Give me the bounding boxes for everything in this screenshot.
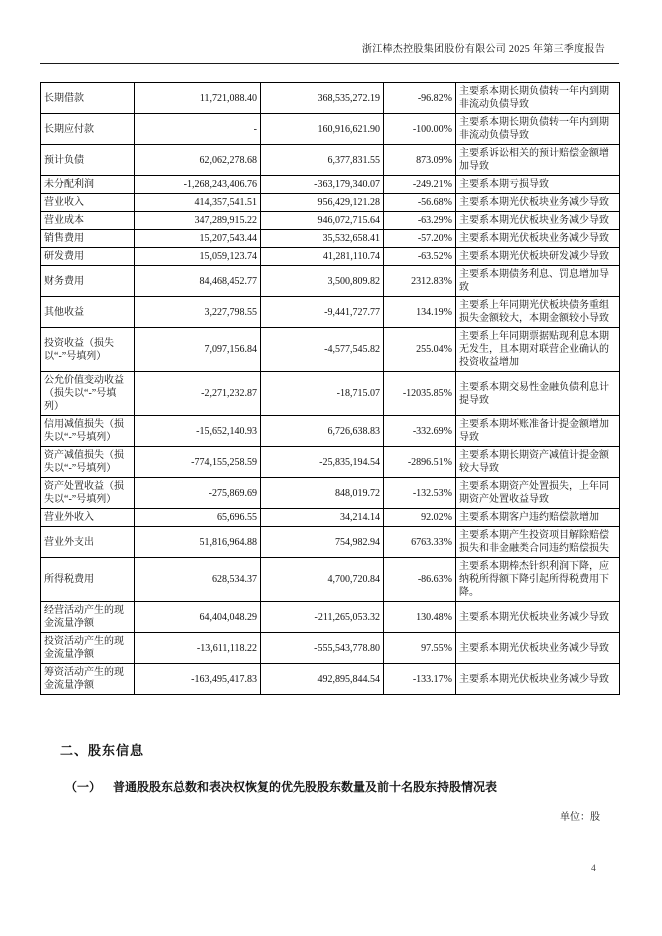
cell-reason: 主要系上年同期票据贴现利息本期无发生，且本期对联营企业确认的投资收益增加 [456,328,620,372]
table-row [41,212,620,230]
cell-prior: 4,700,720.84 [261,558,384,602]
cell-reason: 主要系本期长期负债转一年内到期非流动负债导致 [456,114,620,145]
cell-change: -86.63% [384,558,456,602]
cell-prior: -4,577,545.82 [261,328,384,372]
table-row [41,478,620,509]
cell-item: 其他收益 [41,297,135,328]
cell-prior: 160,916,621.90 [261,114,384,145]
cell-prior: -18,715.07 [261,372,384,416]
cell-change: 97.55% [384,633,456,664]
cell-current: -13,611,118.22 [135,633,261,664]
cell-current: 628,534.37 [135,558,261,602]
cell-change: 92.02% [384,509,456,527]
cell-reason: 主要系本期亏损导致 [456,176,620,194]
table-row [41,266,620,297]
cell-item: 长期借款 [41,83,135,114]
cell-prior: -211,265,053.32 [261,602,384,633]
cell-item: 研发费用 [41,248,135,266]
table-row [41,114,620,145]
cell-current: 64,404,048.29 [135,602,261,633]
cell-item: 公允价值变动收益（损失以“-”号填列） [41,372,135,416]
cell-reason: 主要系本期光伏板块业务减少导致 [456,664,620,695]
cell-change: -56.68% [384,194,456,212]
cell-reason: 主要系本期光伏板块业务减少导致 [456,212,620,230]
cell-item: 投资收益（损失以“-”号填列） [41,328,135,372]
cell-item: 未分配利润 [41,176,135,194]
cell-change: -133.17% [384,664,456,695]
cell-prior: 754,982.94 [261,527,384,558]
table-row [41,558,620,602]
cell-change: -63.52% [384,248,456,266]
cell-change: 255.04% [384,328,456,372]
cell-reason: 主要系本期棒杰针织利润下降，应纳税所得额下降引起所得税费用下降。 [456,558,620,602]
cell-prior: 41,281,110.74 [261,248,384,266]
cell-prior: -25,835,194.54 [261,447,384,478]
cell-current: -163,495,417.83 [135,664,261,695]
cell-prior: 946,072,715.64 [261,212,384,230]
table-row [41,297,620,328]
table-row [41,633,620,664]
cell-current: 51,816,964.88 [135,527,261,558]
cell-reason: 主要系本期坏账准备计提金额增加导致 [456,416,620,447]
cell-current: -2,271,232.87 [135,372,261,416]
table-row [41,194,620,212]
financial-changes-table [40,82,620,695]
table-row [41,145,620,176]
cell-change: 873.09% [384,145,456,176]
cell-current: 15,059,123.74 [135,248,261,266]
cell-change: -249.21% [384,176,456,194]
cell-item: 财务费用 [41,266,135,297]
table-row [41,447,620,478]
cell-item: 投资活动产生的现金流量净额 [41,633,135,664]
cell-reason: 主要系诉讼相关的预计赔偿金额增加导致 [456,145,620,176]
cell-item: 筹资活动产生的现金流量净额 [41,664,135,695]
table-row [41,416,620,447]
cell-current: 414,357,541.51 [135,194,261,212]
cell-reason: 主要系本期资产处置损失，上年同期资产处置收益导致 [456,478,620,509]
cell-current: -275,869.69 [135,478,261,509]
cell-reason: 主要系本期光伏板块业务减少导致 [456,602,620,633]
cell-current: - [135,114,261,145]
cell-change: -57.20% [384,230,456,248]
cell-prior: 848,019.72 [261,478,384,509]
cell-reason: 主要系本期交易性金融负债利息计提导致 [456,372,620,416]
subheading-text: 普通股股东总数和表决权恢复的优先股股东数量及前十名股东持股情况表 [113,780,498,794]
cell-reason: 主要系上年同期光伏板块债务重组损失金额较大，本期金额较小导致 [456,297,620,328]
section-subheading-top-shareholders [65,778,497,795]
cell-current: 15,207,543.44 [135,230,261,248]
cell-change: -96.82% [384,83,456,114]
cell-item: 营业收入 [41,194,135,212]
cell-current: 65,696.55 [135,509,261,527]
cell-item: 资产减值损失（损失以“-”号填列） [41,447,135,478]
table-row [41,664,620,695]
document-running-header: 浙江棒杰控股集团股份有限公司 2025 年第三季度报告 [40,40,619,64]
cell-reason: 主要系本期客户违约赔偿款增加 [456,509,620,527]
table-row [41,248,620,266]
cell-current: 84,468,452.77 [135,266,261,297]
cell-current: 11,721,088.40 [135,83,261,114]
cell-prior: 368,535,272.19 [261,83,384,114]
cell-change: -100.00% [384,114,456,145]
cell-item: 经营活动产生的现金流量净额 [41,602,135,633]
cell-change: -12035.85% [384,372,456,416]
cell-item: 预计负债 [41,145,135,176]
cell-prior: 35,532,658.41 [261,230,384,248]
cell-change: -132.53% [384,478,456,509]
unit-label: 单位：股 [560,812,600,823]
cell-item: 营业外收入 [41,509,135,527]
table-row [41,83,620,114]
cell-prior: 6,377,831.55 [261,145,384,176]
cell-change: -332.69% [384,416,456,447]
section-heading-shareholder-info: 二、股东信息 [60,743,145,758]
cell-current: 3,227,798.55 [135,297,261,328]
table-row [41,328,620,372]
cell-reason: 主要系本期长期负债转一年内到期非流动负债导致 [456,83,620,114]
cell-reason: 主要系本期长期资产减值计提金额较大导致 [456,447,620,478]
cell-change: 6763.33% [384,527,456,558]
cell-change: 134.19% [384,297,456,328]
cell-item: 长期应付款 [41,114,135,145]
cell-current: -1,268,243,406.76 [135,176,261,194]
page-number: 4 [591,864,596,874]
cell-prior: 34,214.14 [261,509,384,527]
cell-current: -774,155,258.59 [135,447,261,478]
cell-reason: 主要系本期产生投资项目解除赔偿损失和非金融类合同违约赔偿损失 [456,527,620,558]
cell-reason: 主要系本期债务利息、罚息增加导致 [456,266,620,297]
cell-prior: -555,543,778.80 [261,633,384,664]
cell-current: 7,097,156.84 [135,328,261,372]
cell-item: 销售费用 [41,230,135,248]
table-row [41,602,620,633]
table-row [41,176,620,194]
cell-reason: 主要系本期光伏板块研发减少导致 [456,248,620,266]
cell-current: -15,652,140.93 [135,416,261,447]
cell-reason: 主要系本期光伏板块业务减少导致 [456,194,620,212]
table-row [41,230,620,248]
cell-item: 资产处置收益（损失以“-”号填列） [41,478,135,509]
cell-prior: 6,726,638.83 [261,416,384,447]
cell-prior: 492,895,844.54 [261,664,384,695]
cell-current: 347,289,915.22 [135,212,261,230]
cell-change: -2896.51% [384,447,456,478]
cell-change: -63.29% [384,212,456,230]
subheading-index: （一） [65,780,102,794]
cell-prior: -9,441,727.77 [261,297,384,328]
cell-prior: 956,429,121.28 [261,194,384,212]
cell-current: 62,062,278.68 [135,145,261,176]
table-row [41,527,620,558]
cell-reason: 主要系本期光伏板块业务减少导致 [456,633,620,664]
table-row [41,509,620,527]
cell-change: 130.48% [384,602,456,633]
cell-item: 营业成本 [41,212,135,230]
cell-reason: 主要系本期光伏板块业务减少导致 [456,230,620,248]
cell-prior: 3,500,809.82 [261,266,384,297]
cell-change: 2312.83% [384,266,456,297]
financial-changes-table-body [41,83,620,695]
table-row [41,372,620,416]
cell-item: 所得税费用 [41,558,135,602]
cell-item: 营业外支出 [41,527,135,558]
cell-item: 信用减值损失（损失以“-”号填列） [41,416,135,447]
cell-prior: -363,179,340.07 [261,176,384,194]
